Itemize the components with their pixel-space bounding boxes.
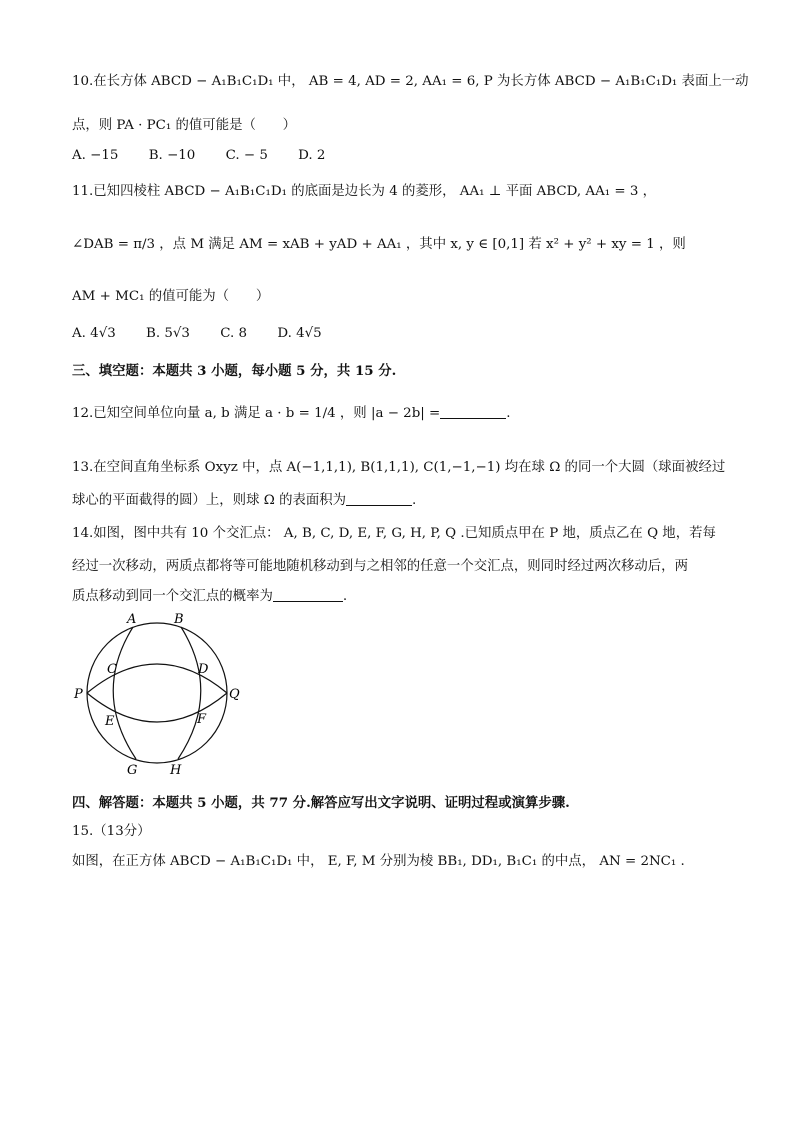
section4-heading: 四、解答题：本题共 5 小题，共 77 分.解答应写出文字说明、证明过程或演算步骤. <box>72 795 570 811</box>
q15-text: 如图，在正方体 ABCD − A₁B₁C₁D₁ 中， E, F, M 分别为棱 BB₁, DD₁, B₁C₁ 的中点， AN = 2NC₁ . <box>72 854 685 869</box>
q13-line1: 13.在空间直角坐标系 Oxyz 中，点 A(−1,1,1), B(1,1,1), C(1,−1,−1) 均在球 Ω 的同一个大圆（球面被经过 <box>72 460 726 475</box>
q10-option-c: C. − 5 <box>225 148 268 163</box>
q12-answer-blank[interactable] <box>440 406 506 419</box>
q11-line3: AM + MC₁ 的值可能为（ ） <box>72 289 270 304</box>
right-vertical-arc <box>178 627 201 759</box>
q13-text: 球心的平面截得的圆）上，则球 Ω 的表面积为 <box>72 493 347 508</box>
q10-line2: 点，则 PA · PC₁ 的值可能是（ ） <box>72 118 297 133</box>
q10-line1: 10.在长方体 ABCD − A₁B₁C₁D₁ 中， AB = 4, AD = 2, AA₁ = 6, P 为长方体 ABCD − A₁B₁C₁D₁ 表面上一动 <box>72 74 749 89</box>
section3-heading: 三、填空题：本题共 3 小题，每小题 5 分，共 15 分. <box>72 363 397 379</box>
q11-line2: ∠DAB = π/3 ，点 M 满足 AM = xAB + yAD + AA₁ ，其中 x, y ∈ [0,1] 若 x² + y² + xy = 1 ，则 <box>72 237 686 252</box>
q12-end: . <box>506 406 511 421</box>
q14-line3 <box>72 585 347 604</box>
q11-option-c: C. 8 <box>220 326 248 341</box>
q13-answer-blank[interactable] <box>346 493 412 506</box>
q14-end: . <box>342 589 348 604</box>
q11-option-b: B. 5√3 <box>146 326 190 341</box>
q12-text: 12.已知空间单位向量 a, b 满足 a · b = 1/4 ，则 |a − 2b| = <box>72 406 441 421</box>
label-d: D <box>198 662 209 677</box>
intersection-figure <box>60 605 260 785</box>
q10-option-b: B. −10 <box>148 148 196 163</box>
q10-options <box>72 148 351 163</box>
label-f: F <box>197 712 207 727</box>
q11-options <box>72 326 348 341</box>
label-h: H <box>170 763 182 778</box>
label-p: P <box>74 687 83 702</box>
q14-line2: 经过一次移动，两质点都将等可能地随机移动到与之相邻的任意一个交汇点，则同时经过两次移动后，两 <box>72 559 688 574</box>
label-c: C <box>107 662 117 677</box>
q10-option-a: A. −15 <box>72 148 119 163</box>
label-b: B <box>174 612 184 627</box>
label-q: Q <box>229 687 240 702</box>
q14-line1: 14.如图，图中共有 10 个交汇点： A, B, C, D, E, F, G, H, P, Q .已知质点甲在 P 地，质点乙在 Q 地，若每 <box>72 526 716 541</box>
q14-answer-blank[interactable] <box>273 589 343 602</box>
q11-option-d: D. 4√5 <box>277 326 322 341</box>
label-g: G <box>127 763 138 778</box>
q10-option-d: D. 2 <box>298 148 326 163</box>
q11-line1: 11.已知四棱柱 ABCD − A₁B₁C₁D₁ 的底面是边长为 4 的菱形， AA₁ ⊥ 平面 ABCD, AA₁ = 3 ， <box>72 184 657 199</box>
q11-option-a: A. 4√3 <box>72 326 116 341</box>
q14-text: 质点移动到同一个交汇点的概率为 <box>72 589 273 604</box>
q15-header: 15.（13分） <box>72 824 151 839</box>
label-a: A <box>127 612 137 627</box>
outer-circle <box>87 623 227 763</box>
q13-line2 <box>72 489 416 508</box>
left-vertical-arc <box>113 627 136 759</box>
q13-end: . <box>412 493 417 508</box>
label-e: E <box>105 714 115 729</box>
q12-line <box>72 402 511 421</box>
